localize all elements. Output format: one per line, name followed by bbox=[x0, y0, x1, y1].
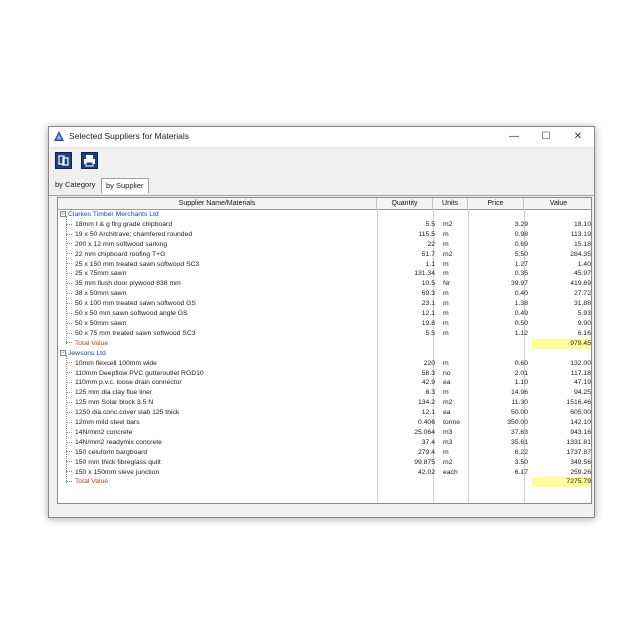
grid-rows bbox=[58, 210, 592, 487]
material-name-text: 50 x 50mm sawn bbox=[75, 319, 127, 327]
material-name bbox=[66, 428, 132, 438]
value-cell: 1.40 bbox=[577, 260, 591, 268]
quantity-cell: 134.2 bbox=[417, 399, 435, 407]
material-name bbox=[66, 388, 152, 398]
value-cell: 45.97 bbox=[573, 270, 591, 278]
material-name-text: 10mm flexcell 100mm wide bbox=[75, 359, 157, 367]
units-cell: m2 bbox=[443, 250, 453, 258]
quantity-cell: 37.4 bbox=[421, 438, 435, 446]
tree-line bbox=[66, 216, 67, 344]
supplier-group-row[interactable] bbox=[58, 349, 592, 359]
material-row[interactable] bbox=[58, 279, 592, 289]
material-name bbox=[66, 468, 159, 478]
material-name bbox=[66, 319, 126, 329]
quantity-cell: 1.1 bbox=[425, 260, 435, 268]
value-cell: 142.10 bbox=[570, 419, 591, 427]
quantity-cell: 5.5 bbox=[425, 220, 435, 228]
material-name bbox=[66, 230, 192, 240]
units-cell: m bbox=[443, 240, 449, 248]
column-header-units[interactable]: Units bbox=[433, 198, 468, 209]
material-row[interactable] bbox=[58, 448, 592, 458]
supplier-name bbox=[58, 210, 159, 220]
material-name bbox=[66, 408, 179, 418]
quantity-cell: 10.5 bbox=[421, 280, 435, 288]
material-name bbox=[66, 269, 126, 279]
collapse-icon[interactable]: − bbox=[61, 211, 65, 218]
material-name bbox=[66, 448, 147, 458]
tab-by-supplier[interactable]: by Supplier bbox=[101, 178, 149, 194]
minimize-button[interactable]: — bbox=[509, 131, 519, 142]
units-cell: ea bbox=[443, 379, 451, 387]
price-cell: 0.69 bbox=[514, 240, 528, 248]
quantity-cell: 279.4 bbox=[417, 448, 435, 456]
price-cell: 0.60 bbox=[514, 359, 528, 367]
quantity-cell: 25.064 bbox=[414, 428, 435, 436]
price-cell: 350.00 bbox=[507, 419, 528, 427]
material-row[interactable] bbox=[58, 240, 592, 250]
material-row[interactable] bbox=[58, 309, 592, 319]
quantity-cell: 51.7 bbox=[421, 250, 435, 258]
quantity-cell: 6.3 bbox=[425, 389, 435, 397]
materials-grid bbox=[57, 197, 592, 504]
material-name bbox=[66, 250, 165, 260]
value-cell: 259.26 bbox=[570, 468, 591, 476]
units-cell: m bbox=[443, 290, 449, 298]
material-row[interactable] bbox=[58, 369, 592, 379]
value-cell: 284.35 bbox=[570, 250, 591, 258]
units-cell: m bbox=[443, 319, 449, 327]
value-cell: 943.16 bbox=[570, 428, 591, 436]
units-cell: m3 bbox=[443, 428, 453, 436]
material-row[interactable] bbox=[58, 468, 592, 478]
units-cell: m bbox=[443, 230, 449, 238]
quantity-cell: 12.1 bbox=[421, 409, 435, 417]
total-label-text: Total Value bbox=[75, 478, 109, 486]
material-row[interactable] bbox=[58, 329, 592, 339]
quantity-cell: 5.5 bbox=[425, 329, 435, 337]
value-cell: 132.00 bbox=[570, 359, 591, 367]
units-cell: each bbox=[443, 468, 458, 476]
material-name bbox=[66, 240, 167, 250]
toolbar bbox=[49, 148, 594, 174]
material-name-text: 150 mm thick fibreglass quilt bbox=[75, 458, 161, 466]
units-cell: m bbox=[443, 448, 449, 456]
quantity-cell: 220 bbox=[423, 359, 435, 367]
value-cell: 605.00 bbox=[570, 409, 591, 417]
material-row[interactable] bbox=[58, 250, 592, 260]
copy-button[interactable] bbox=[55, 152, 72, 169]
tab-by-category[interactable]: by Category bbox=[55, 180, 96, 189]
print-icon bbox=[82, 153, 97, 168]
price-cell: 1.10 bbox=[514, 379, 528, 387]
total-value-row bbox=[58, 477, 592, 487]
material-name bbox=[66, 299, 196, 309]
title-bar[interactable] bbox=[49, 127, 594, 148]
material-name-text: 125 mm dia clay flue liner bbox=[75, 389, 153, 397]
total-value-cell: 979.45 bbox=[532, 339, 591, 349]
material-name-text: 35 mm flush door plywood 838 mm bbox=[75, 280, 181, 288]
app-icon bbox=[54, 131, 64, 141]
price-cell: 11.30 bbox=[511, 399, 528, 407]
material-row[interactable] bbox=[58, 418, 592, 428]
material-row[interactable] bbox=[58, 438, 592, 448]
value-cell: 31.88 bbox=[573, 300, 591, 308]
material-name bbox=[66, 458, 161, 468]
column-header-supplier-name[interactable]: Supplier Name/Materials bbox=[58, 198, 377, 209]
material-row[interactable] bbox=[58, 359, 592, 369]
price-cell: 0.50 bbox=[514, 319, 528, 327]
window-title: Selected Suppliers for Materials bbox=[69, 131, 190, 141]
units-cell: m bbox=[443, 300, 449, 308]
column-header-price[interactable]: Price bbox=[468, 198, 524, 209]
price-cell: 1.38 bbox=[514, 300, 528, 308]
supplier-group-row[interactable] bbox=[58, 210, 592, 220]
total-value-cell: 7275.79 bbox=[532, 477, 591, 487]
material-name-text: 50 x 100 mm treated sawn softwood GS bbox=[75, 300, 196, 308]
material-name-text: 200 x 12 mm softwood sarking bbox=[75, 240, 168, 248]
price-cell: 6.22 bbox=[514, 448, 528, 456]
units-cell: ea bbox=[443, 409, 451, 417]
total-value-row bbox=[58, 339, 592, 349]
material-row[interactable] bbox=[58, 458, 592, 468]
value-cell: 113.19 bbox=[570, 230, 591, 238]
material-name-text: 12mm mild steel bars bbox=[75, 419, 140, 427]
material-name-text: 110mm p.v.c. loose drain connector bbox=[75, 379, 182, 387]
value-cell: 117.18 bbox=[570, 369, 591, 377]
quantity-cell: 99.875 bbox=[414, 458, 435, 466]
copy-icon bbox=[56, 153, 71, 168]
material-row[interactable] bbox=[58, 269, 592, 279]
price-cell: 37.63 bbox=[510, 428, 528, 436]
material-row[interactable] bbox=[58, 230, 592, 240]
maximize-button[interactable]: ☐ bbox=[541, 131, 551, 142]
total-label bbox=[66, 339, 108, 349]
material-name-text: 150 celuform bargboard bbox=[75, 448, 148, 456]
column-header-value[interactable]: Value bbox=[549, 200, 568, 207]
value-cell: 9.90 bbox=[577, 319, 591, 327]
value-cell: 1737.87 bbox=[566, 448, 591, 456]
value-cell: 6.16 bbox=[577, 329, 591, 337]
material-name-text: 25 x 75mm sawn bbox=[75, 270, 127, 278]
material-name-text: 110mm Deepflow PVC gutteroutlet RGD10 bbox=[75, 369, 204, 377]
units-cell: m2 bbox=[443, 399, 453, 407]
grid-header bbox=[58, 198, 592, 210]
material-row[interactable] bbox=[58, 260, 592, 270]
supplier-name-text: Jewsons Ltd bbox=[68, 349, 106, 357]
material-row[interactable] bbox=[58, 398, 592, 408]
value-cell: 1516.46 bbox=[566, 399, 591, 407]
material-name bbox=[66, 329, 196, 339]
quantity-cell: 22 bbox=[427, 240, 435, 248]
value-cell: 349.56 bbox=[570, 458, 591, 466]
price-cell: 14.96 bbox=[510, 389, 528, 397]
material-name-text: 125 mm Solar block 3.5 N bbox=[75, 399, 154, 407]
units-cell: m2 bbox=[443, 458, 453, 466]
material-name-text: 50 x 50 mm sawn softwood angle GS bbox=[75, 310, 188, 318]
quantity-cell: 115.5 bbox=[418, 230, 435, 238]
quantity-cell: 131.34 bbox=[414, 270, 435, 278]
material-name-text: 38 x 50mm sawn bbox=[75, 290, 127, 298]
units-cell: tonne bbox=[443, 419, 461, 427]
value-cell: 1331.81 bbox=[566, 438, 591, 446]
price-cell: 6.17 bbox=[514, 468, 528, 476]
quantity-cell: 42.9 bbox=[421, 379, 435, 387]
value-cell: 18.10 bbox=[573, 220, 591, 228]
price-cell: 35.61 bbox=[510, 438, 528, 446]
units-cell: m bbox=[443, 329, 449, 337]
material-name bbox=[66, 438, 162, 448]
units-cell: m2 bbox=[443, 220, 453, 228]
material-row[interactable] bbox=[58, 428, 592, 438]
price-cell: 1.12 bbox=[514, 329, 528, 337]
material-name-text: 18mm t & g flrg grade chipboard bbox=[75, 220, 173, 228]
material-name bbox=[66, 220, 172, 230]
column-header-quantity[interactable]: Quantity bbox=[377, 198, 433, 209]
value-cell: 15.18 bbox=[573, 240, 591, 248]
material-name bbox=[66, 359, 157, 369]
price-cell: 0.49 bbox=[514, 310, 528, 318]
material-name bbox=[66, 309, 188, 319]
material-name bbox=[66, 369, 204, 379]
price-cell: 1.27 bbox=[514, 260, 528, 268]
quantity-cell: 23.1 bbox=[421, 300, 435, 308]
print-button[interactable] bbox=[81, 152, 98, 169]
tab-strip bbox=[49, 177, 594, 196]
price-cell: 39.97 bbox=[510, 280, 528, 288]
price-cell: 0.98 bbox=[514, 230, 528, 238]
material-name-text: 150 x 150mm sleve junction bbox=[75, 468, 160, 476]
material-row[interactable] bbox=[58, 220, 592, 230]
price-cell: 0.35 bbox=[514, 270, 528, 278]
units-cell: Nr bbox=[443, 280, 451, 288]
material-name-text: 14N/mm2 concrete bbox=[75, 428, 133, 436]
value-cell: 419.69 bbox=[570, 280, 591, 288]
material-row[interactable] bbox=[58, 388, 592, 398]
material-name bbox=[66, 378, 182, 388]
price-cell: 50.00 bbox=[510, 409, 528, 417]
units-cell: m3 bbox=[443, 438, 453, 446]
units-cell: m bbox=[443, 359, 449, 367]
units-cell: m bbox=[443, 260, 449, 268]
material-row[interactable] bbox=[58, 289, 592, 299]
units-cell: m bbox=[443, 270, 449, 278]
material-name-text: 22 mm chipboard roofing T+G bbox=[75, 250, 166, 258]
material-row[interactable] bbox=[58, 408, 592, 418]
material-name bbox=[66, 279, 181, 289]
material-name bbox=[66, 398, 153, 408]
material-name-text: 19 x 50 Architrave; chamfered rounded bbox=[75, 230, 193, 238]
value-cell: 47.19 bbox=[573, 379, 591, 387]
value-cell: 5.93 bbox=[577, 310, 591, 318]
quantity-cell: 69.3 bbox=[421, 290, 435, 298]
value-cell: 27.72 bbox=[573, 290, 591, 298]
units-cell: no bbox=[443, 369, 451, 377]
price-cell: 5.50 bbox=[514, 250, 528, 258]
price-cell: 0.40 bbox=[514, 290, 528, 298]
collapse-icon[interactable]: − bbox=[61, 349, 65, 356]
material-name bbox=[66, 260, 199, 270]
material-name-text: 50 x 75 mm treated sawn softwood SC3 bbox=[75, 329, 196, 337]
quantity-cell: 58.3 bbox=[421, 369, 435, 377]
quantity-cell: 19.8 bbox=[421, 319, 435, 327]
material-name bbox=[66, 418, 140, 428]
price-cell: 2.01 bbox=[514, 369, 528, 377]
quantity-cell: 0.406 bbox=[417, 419, 435, 427]
tree-line bbox=[66, 355, 67, 483]
price-cell: 3.29 bbox=[514, 220, 528, 228]
material-name-text: 14N/mm2 readymix concrete bbox=[75, 438, 162, 446]
close-button[interactable]: ✕ bbox=[573, 131, 583, 142]
total-label bbox=[66, 477, 108, 487]
units-cell: m bbox=[443, 389, 449, 397]
material-row[interactable] bbox=[58, 319, 592, 329]
selected-suppliers-window bbox=[48, 126, 595, 518]
material-name-text: 1250 dia.conc.cover slab 125 thick bbox=[75, 409, 180, 417]
value-cell: 94.25 bbox=[573, 389, 591, 397]
supplier-name-text: Clarkes Timber Merchants Ltd bbox=[68, 211, 159, 218]
material-name bbox=[66, 289, 126, 299]
total-label-text: Total Value bbox=[75, 339, 109, 347]
quantity-cell: 12.1 bbox=[421, 310, 435, 318]
material-row[interactable] bbox=[58, 299, 592, 309]
material-name-text: 25 x 150 mm treated sawn softwood SC3 bbox=[75, 260, 200, 268]
price-cell: 3.50 bbox=[514, 458, 528, 466]
units-cell: m bbox=[443, 310, 449, 318]
quantity-cell: 42.02 bbox=[417, 468, 435, 476]
material-row[interactable] bbox=[58, 378, 592, 388]
